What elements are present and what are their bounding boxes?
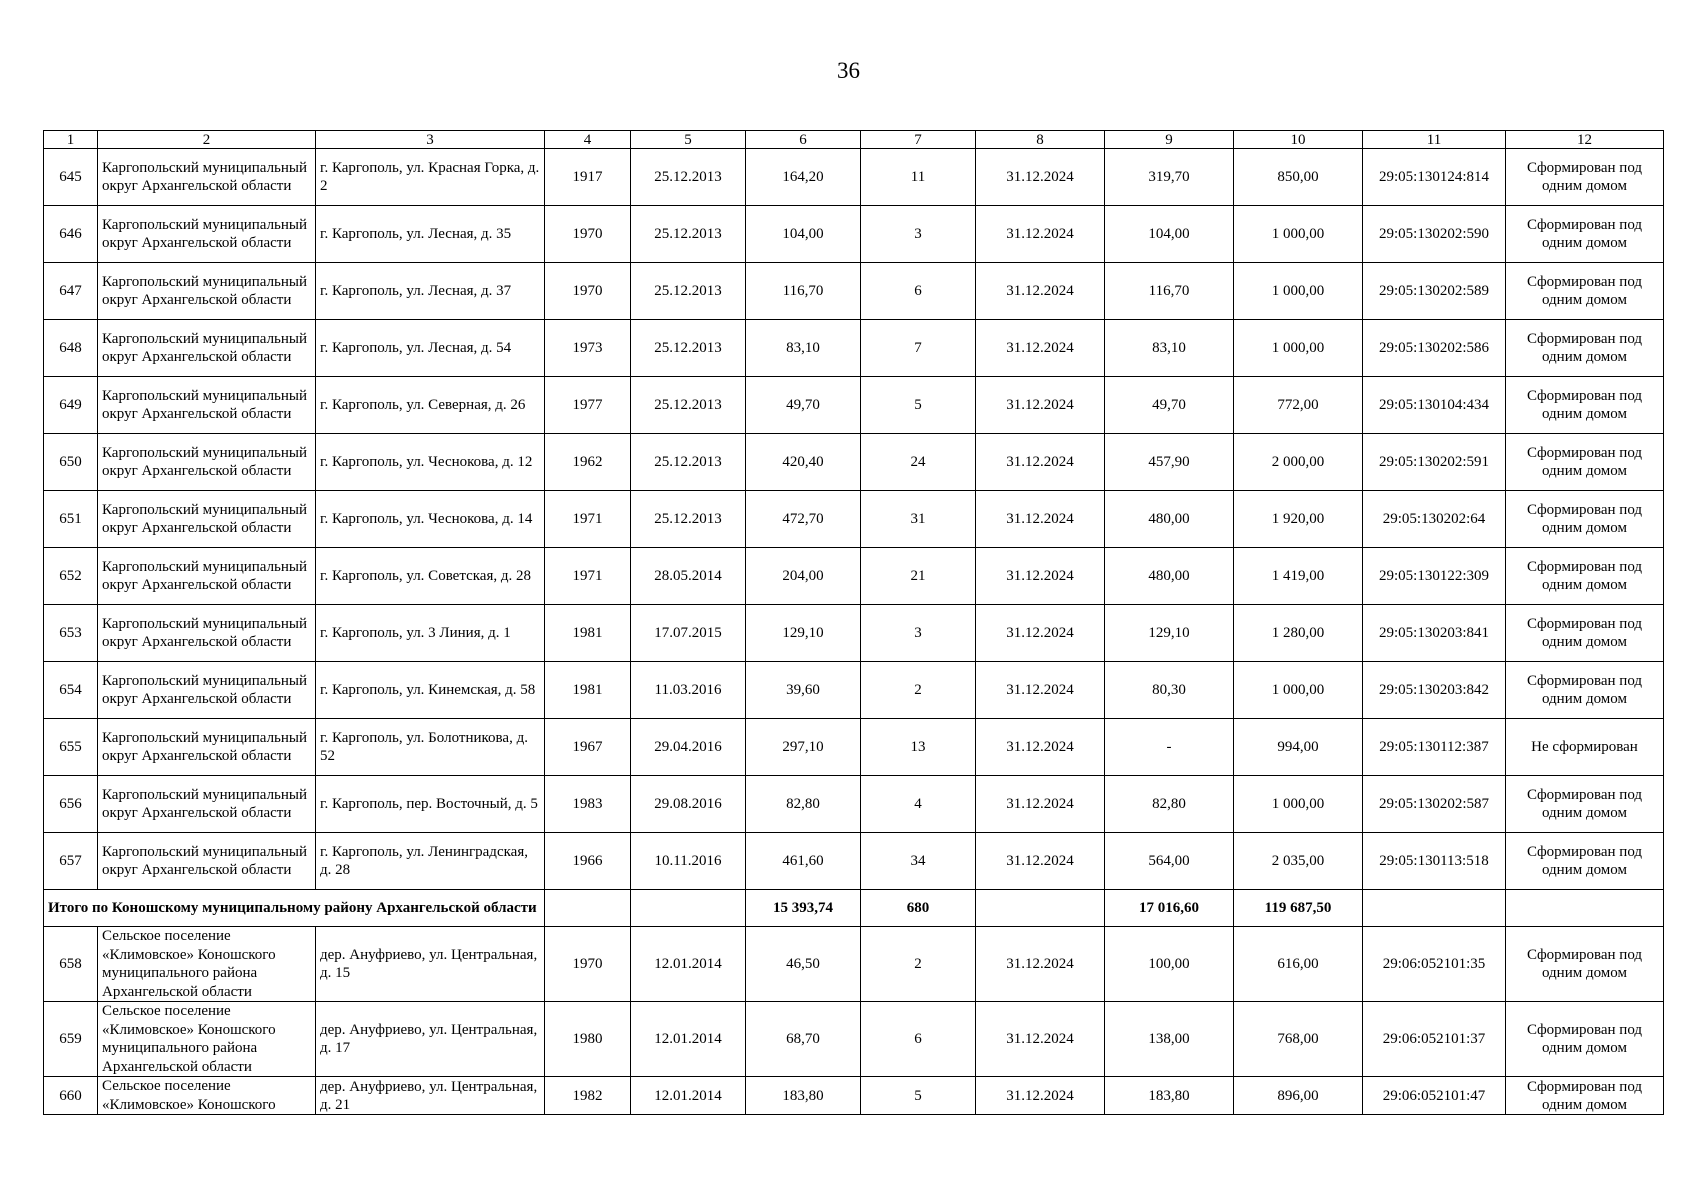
status-cell: Сформирован под одним домом: [1506, 1002, 1664, 1077]
status-cell: Сформирован под одним домом: [1506, 149, 1664, 206]
year-cell: 1970: [545, 206, 631, 263]
area-cell: 39,60: [746, 662, 861, 719]
total-row: [44, 890, 1664, 927]
deadline-cell: 31.12.2024: [976, 320, 1105, 377]
residents-cell: 5: [861, 377, 976, 434]
status-cell: Сформирован под одним домом: [1506, 1077, 1664, 1115]
status-cell: Сформирован под одним домом: [1506, 320, 1664, 377]
area2-cell: 183,80: [1105, 1077, 1234, 1115]
deadline-cell: 31.12.2024: [976, 927, 1105, 1002]
land-area-cell: 1 280,00: [1234, 605, 1363, 662]
area2-cell: 49,70: [1105, 377, 1234, 434]
address-cell: г. Каргополь, ул. Кинемская, д. 58: [316, 662, 545, 719]
table-row: [44, 833, 1664, 890]
year-cell: 1966: [545, 833, 631, 890]
row-number: 657: [44, 833, 98, 890]
owner-cell: Сельское поселение «Климовское» Коношского муниципального района Архангельской области: [98, 927, 316, 1002]
residents-cell: 11: [861, 149, 976, 206]
residents-cell: 4: [861, 776, 976, 833]
status-cell: Сформирован под одним домом: [1506, 662, 1664, 719]
status-cell: Сформирован под одним домом: [1506, 833, 1664, 890]
area-cell: 420,40: [746, 434, 861, 491]
cadastre-number-cell: 29:05:130202:590: [1363, 206, 1506, 263]
area2-cell: 83,10: [1105, 320, 1234, 377]
area-cell: 129,10: [746, 605, 861, 662]
area-cell: 461,60: [746, 833, 861, 890]
owner-cell: Сельское поселение «Климовское» Коношского муниципального района Архангельской области: [98, 1002, 316, 1077]
table-row: [44, 776, 1664, 833]
owner-cell: Каргопольский муниципальный округ Архангельской области: [98, 719, 316, 776]
cadastre-number-cell: 29:05:130104:434: [1363, 377, 1506, 434]
total-label: Итого по Коношскому муниципальному району Архангельской области: [44, 890, 545, 927]
deadline-cell: 31.12.2024: [976, 491, 1105, 548]
status-cell: Сформирован под одним домом: [1506, 377, 1664, 434]
residents-cell: 3: [861, 206, 976, 263]
column-number-header: 5: [631, 131, 746, 149]
owner-cell: Каргопольский муниципальный округ Архангельской области: [98, 149, 316, 206]
date-cell: 29.04.2016: [631, 719, 746, 776]
area-cell: 49,70: [746, 377, 861, 434]
row-number: 648: [44, 320, 98, 377]
date-cell: 28.05.2014: [631, 548, 746, 605]
cadastre-number-cell: 29:06:052101:47: [1363, 1077, 1506, 1115]
deadline-cell: 31.12.2024: [976, 548, 1105, 605]
owner-cell: Каргопольский муниципальный округ Архангельской области: [98, 320, 316, 377]
date-cell: 10.11.2016: [631, 833, 746, 890]
address-cell: г. Каргополь, ул. Лесная, д. 37: [316, 263, 545, 320]
land-area-cell: 772,00: [1234, 377, 1363, 434]
date-cell: 12.01.2014: [631, 1077, 746, 1115]
deadline-cell: 31.12.2024: [976, 377, 1105, 434]
status-cell: Сформирован под одним домом: [1506, 927, 1664, 1002]
total-area2: 17 016,60: [1105, 890, 1234, 927]
cadastre-number-cell: 29:05:130113:518: [1363, 833, 1506, 890]
area2-cell: 100,00: [1105, 927, 1234, 1002]
total-land-area: 119 687,50: [1234, 890, 1363, 927]
status-cell: Сформирован под одним домом: [1506, 605, 1664, 662]
empty-cell: [1506, 890, 1664, 927]
address-cell: г. Каргополь, ул. Северная, д. 26: [316, 377, 545, 434]
deadline-cell: 31.12.2024: [976, 149, 1105, 206]
empty-cell: [631, 890, 746, 927]
row-number: 649: [44, 377, 98, 434]
owner-cell: Каргопольский муниципальный округ Архангельской области: [98, 776, 316, 833]
row-number: 647: [44, 263, 98, 320]
address-cell: г. Каргополь, ул. Болотникова, д. 52: [316, 719, 545, 776]
table-row: [44, 263, 1664, 320]
row-number: 658: [44, 927, 98, 1002]
column-number-header: 10: [1234, 131, 1363, 149]
area-cell: 183,80: [746, 1077, 861, 1115]
row-number: 659: [44, 1002, 98, 1077]
area-cell: 82,80: [746, 776, 861, 833]
area2-cell: 480,00: [1105, 548, 1234, 605]
row-number: 655: [44, 719, 98, 776]
cadastre-number-cell: 29:06:052101:37: [1363, 1002, 1506, 1077]
year-cell: 1983: [545, 776, 631, 833]
empty-cell: [976, 890, 1105, 927]
deadline-cell: 31.12.2024: [976, 1077, 1105, 1115]
table-row: [44, 719, 1664, 776]
row-number: 646: [44, 206, 98, 263]
date-cell: 12.01.2014: [631, 1002, 746, 1077]
address-cell: дер. Ануфриево, ул. Центральная, д. 21: [316, 1077, 545, 1115]
row-number: 652: [44, 548, 98, 605]
deadline-cell: 31.12.2024: [976, 719, 1105, 776]
area2-cell: 129,10: [1105, 605, 1234, 662]
year-cell: 1981: [545, 605, 631, 662]
table-row: [44, 377, 1664, 434]
table-row: [44, 320, 1664, 377]
column-number-header: 8: [976, 131, 1105, 149]
row-number: 656: [44, 776, 98, 833]
address-cell: г. Каргополь, ул. Лесная, д. 54: [316, 320, 545, 377]
empty-cell: [1363, 890, 1506, 927]
owner-cell: Каргопольский муниципальный округ Архангельской области: [98, 263, 316, 320]
owner-cell: Каргопольский муниципальный округ Архангельской области: [98, 434, 316, 491]
table-row: [44, 1077, 1664, 1115]
cadastre-number-cell: 29:05:130202:587: [1363, 776, 1506, 833]
land-area-cell: 994,00: [1234, 719, 1363, 776]
status-cell: Сформирован под одним домом: [1506, 206, 1664, 263]
residents-cell: 5: [861, 1077, 976, 1115]
area2-cell: 457,90: [1105, 434, 1234, 491]
column-number-header: 4: [545, 131, 631, 149]
column-number-header: 6: [746, 131, 861, 149]
deadline-cell: 31.12.2024: [976, 206, 1105, 263]
area-cell: 164,20: [746, 149, 861, 206]
year-cell: 1917: [545, 149, 631, 206]
area-cell: 204,00: [746, 548, 861, 605]
cadastre-number-cell: 29:05:130203:841: [1363, 605, 1506, 662]
owner-cell: Каргопольский муниципальный округ Архангельской области: [98, 605, 316, 662]
residents-cell: 24: [861, 434, 976, 491]
housing-registry-table: [43, 130, 1664, 1115]
address-cell: г. Каргополь, ул. Красная Горка, д. 2: [316, 149, 545, 206]
date-cell: 25.12.2013: [631, 491, 746, 548]
year-cell: 1981: [545, 662, 631, 719]
table-row: [44, 206, 1664, 263]
table-row: [44, 662, 1664, 719]
column-number-header: 7: [861, 131, 976, 149]
column-number-header: 11: [1363, 131, 1506, 149]
cadastre-number-cell: 29:05:130122:309: [1363, 548, 1506, 605]
area-cell: 472,70: [746, 491, 861, 548]
column-number-header: 3: [316, 131, 545, 149]
address-cell: г. Каргополь, ул. Советская, д. 28: [316, 548, 545, 605]
cadastre-number-cell: 29:05:130124:814: [1363, 149, 1506, 206]
deadline-cell: 31.12.2024: [976, 776, 1105, 833]
land-area-cell: 2 035,00: [1234, 833, 1363, 890]
status-cell: Сформирован под одним домом: [1506, 776, 1664, 833]
land-area-cell: 1 920,00: [1234, 491, 1363, 548]
residents-cell: 13: [861, 719, 976, 776]
cadastre-number-cell: 29:05:130202:591: [1363, 434, 1506, 491]
row-number: 654: [44, 662, 98, 719]
owner-cell: Каргопольский муниципальный округ Архангельской области: [98, 548, 316, 605]
address-cell: г. Каргополь, ул. 3 Линия, д. 1: [316, 605, 545, 662]
deadline-cell: 31.12.2024: [976, 1002, 1105, 1077]
status-cell: Не сформирован: [1506, 719, 1664, 776]
cadastre-number-cell: 29:05:130202:589: [1363, 263, 1506, 320]
total-residents: 680: [861, 890, 976, 927]
area2-cell: 116,70: [1105, 263, 1234, 320]
residents-cell: 34: [861, 833, 976, 890]
year-cell: 1967: [545, 719, 631, 776]
year-cell: 1971: [545, 491, 631, 548]
residents-cell: 6: [861, 1002, 976, 1077]
cadastre-number-cell: 29:06:052101:35: [1363, 927, 1506, 1002]
owner-cell: Каргопольский муниципальный округ Архангельской области: [98, 206, 316, 263]
land-area-cell: 1 000,00: [1234, 263, 1363, 320]
cadastre-number-cell: 29:05:130203:842: [1363, 662, 1506, 719]
date-cell: 25.12.2013: [631, 206, 746, 263]
year-cell: 1970: [545, 263, 631, 320]
land-area-cell: 1 000,00: [1234, 776, 1363, 833]
year-cell: 1970: [545, 927, 631, 1002]
owner-cell: Сельское поселение «Климовское» Коношского: [98, 1077, 316, 1115]
land-area-cell: 896,00: [1234, 1077, 1363, 1115]
land-area-cell: 2 000,00: [1234, 434, 1363, 491]
date-cell: 25.12.2013: [631, 149, 746, 206]
table-body: [44, 131, 1664, 1115]
date-cell: 29.08.2016: [631, 776, 746, 833]
date-cell: 11.03.2016: [631, 662, 746, 719]
year-cell: 1977: [545, 377, 631, 434]
area2-cell: 104,00: [1105, 206, 1234, 263]
status-cell: Сформирован под одним домом: [1506, 491, 1664, 548]
cadastre-number-cell: 29:05:130202:586: [1363, 320, 1506, 377]
date-cell: 25.12.2013: [631, 263, 746, 320]
deadline-cell: 31.12.2024: [976, 833, 1105, 890]
residents-cell: 21: [861, 548, 976, 605]
deadline-cell: 31.12.2024: [976, 605, 1105, 662]
address-cell: г. Каргополь, ул. Чеснокова, д. 14: [316, 491, 545, 548]
table-row: [44, 149, 1664, 206]
area2-cell: 82,80: [1105, 776, 1234, 833]
area2-cell: 80,30: [1105, 662, 1234, 719]
owner-cell: Каргопольский муниципальный округ Архангельской области: [98, 491, 316, 548]
column-number-row: [44, 131, 1664, 149]
total-area: 15 393,74: [746, 890, 861, 927]
land-area-cell: 1 000,00: [1234, 662, 1363, 719]
owner-cell: Каргопольский муниципальный округ Архангельской области: [98, 662, 316, 719]
row-number: 650: [44, 434, 98, 491]
deadline-cell: 31.12.2024: [976, 434, 1105, 491]
area-cell: 297,10: [746, 719, 861, 776]
area-cell: 68,70: [746, 1002, 861, 1077]
owner-cell: Каргопольский муниципальный округ Архангельской области: [98, 377, 316, 434]
year-cell: 1962: [545, 434, 631, 491]
table-row: [44, 548, 1664, 605]
residents-cell: 2: [861, 662, 976, 719]
row-number: 660: [44, 1077, 98, 1115]
table-row: [44, 434, 1664, 491]
area2-cell: 319,70: [1105, 149, 1234, 206]
land-area-cell: 768,00: [1234, 1002, 1363, 1077]
status-cell: Сформирован под одним домом: [1506, 263, 1664, 320]
address-cell: г. Каргополь, пер. Восточный, д. 5: [316, 776, 545, 833]
table-row: [44, 605, 1664, 662]
status-cell: Сформирован под одним домом: [1506, 548, 1664, 605]
area2-cell: -: [1105, 719, 1234, 776]
row-number: 651: [44, 491, 98, 548]
year-cell: 1980: [545, 1002, 631, 1077]
address-cell: г. Каргополь, ул. Лесная, д. 35: [316, 206, 545, 263]
table-row: [44, 1002, 1664, 1077]
date-cell: 25.12.2013: [631, 320, 746, 377]
area-cell: 116,70: [746, 263, 861, 320]
residents-cell: 3: [861, 605, 976, 662]
page-number: 36: [837, 58, 860, 83]
land-area-cell: 1 419,00: [1234, 548, 1363, 605]
land-area-cell: 1 000,00: [1234, 320, 1363, 377]
address-cell: г. Каргополь, ул. Чеснокова, д. 12: [316, 434, 545, 491]
year-cell: 1973: [545, 320, 631, 377]
address-cell: г. Каргополь, ул. Ленинградская, д. 28: [316, 833, 545, 890]
area2-cell: 138,00: [1105, 1002, 1234, 1077]
deadline-cell: 31.12.2024: [976, 662, 1105, 719]
residents-cell: 31: [861, 491, 976, 548]
column-number-header: 9: [1105, 131, 1234, 149]
table-row: [44, 491, 1664, 548]
date-cell: 25.12.2013: [631, 377, 746, 434]
year-cell: 1982: [545, 1077, 631, 1115]
residents-cell: 2: [861, 927, 976, 1002]
area2-cell: 480,00: [1105, 491, 1234, 548]
address-cell: дер. Ануфриево, ул. Центральная, д. 15: [316, 927, 545, 1002]
area2-cell: 564,00: [1105, 833, 1234, 890]
row-number: 645: [44, 149, 98, 206]
land-area-cell: 1 000,00: [1234, 206, 1363, 263]
residents-cell: 7: [861, 320, 976, 377]
area-cell: 104,00: [746, 206, 861, 263]
year-cell: 1971: [545, 548, 631, 605]
date-cell: 25.12.2013: [631, 434, 746, 491]
column-number-header: 2: [98, 131, 316, 149]
deadline-cell: 31.12.2024: [976, 263, 1105, 320]
empty-cell: [545, 890, 631, 927]
date-cell: 17.07.2015: [631, 605, 746, 662]
cadastre-number-cell: 29:05:130202:64: [1363, 491, 1506, 548]
land-area-cell: 850,00: [1234, 149, 1363, 206]
table-row: [44, 927, 1664, 1002]
column-number-header: 1: [44, 131, 98, 149]
owner-cell: Каргопольский муниципальный округ Архангельской области: [98, 833, 316, 890]
column-number-header: 12: [1506, 131, 1664, 149]
status-cell: Сформирован под одним домом: [1506, 434, 1664, 491]
area-cell: 46,50: [746, 927, 861, 1002]
land-area-cell: 616,00: [1234, 927, 1363, 1002]
date-cell: 12.01.2014: [631, 927, 746, 1002]
residents-cell: 6: [861, 263, 976, 320]
area-cell: 83,10: [746, 320, 861, 377]
address-cell: дер. Ануфриево, ул. Центральная, д. 17: [316, 1002, 545, 1077]
row-number: 653: [44, 605, 98, 662]
cadastre-number-cell: 29:05:130112:387: [1363, 719, 1506, 776]
